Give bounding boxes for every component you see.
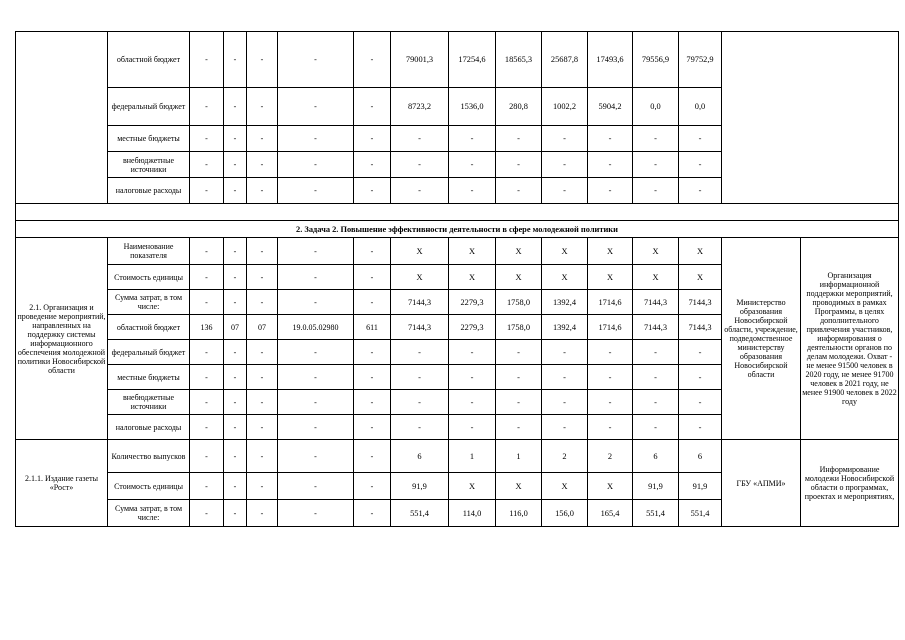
value-cell: 17493,6 xyxy=(588,32,633,88)
value-cell: 551,4 xyxy=(679,500,722,527)
code-cell: - xyxy=(278,415,354,440)
code-cell: - xyxy=(224,415,247,440)
code-cell: - xyxy=(190,32,224,88)
row-label: Сумма затрат, в том числе: xyxy=(108,290,190,315)
value-cell: 79556,9 xyxy=(633,32,679,88)
value-cell: - xyxy=(449,415,496,440)
code-cell: - xyxy=(224,32,247,88)
row-label: Наименование показателя xyxy=(108,238,190,265)
value-cell: - xyxy=(679,152,722,178)
code-cell: - xyxy=(247,152,278,178)
value-cell: - xyxy=(633,178,679,204)
value-cell: - xyxy=(588,415,633,440)
code-cell: - xyxy=(190,238,224,265)
value-cell: 551,4 xyxy=(633,500,679,527)
value-cell: 551,4 xyxy=(391,500,449,527)
row-label: федеральный бюджет xyxy=(108,88,190,126)
value-cell: - xyxy=(542,178,588,204)
value-cell: X xyxy=(633,238,679,265)
value-cell: 1714,6 xyxy=(588,290,633,315)
code-cell: - xyxy=(278,265,354,290)
value-cell: - xyxy=(588,365,633,390)
code-cell: - xyxy=(190,365,224,390)
code-cell: - xyxy=(190,340,224,365)
code-cell: - xyxy=(190,500,224,527)
blank-row xyxy=(16,204,899,221)
table-row xyxy=(16,238,899,265)
blank-cell xyxy=(16,204,899,221)
code-cell: - xyxy=(278,365,354,390)
value-cell: 7144,3 xyxy=(679,290,722,315)
row-label: налоговые расходы xyxy=(108,415,190,440)
value-cell: 1758,0 xyxy=(496,290,542,315)
code-cell: 07 xyxy=(247,315,278,340)
table-row xyxy=(16,32,899,88)
value-cell: X xyxy=(391,238,449,265)
row-label: внебюджетные источники xyxy=(108,390,190,415)
value-cell: - xyxy=(679,340,722,365)
code-cell: - xyxy=(190,440,224,473)
value-cell: - xyxy=(588,126,633,152)
code-cell: - xyxy=(224,152,247,178)
code-cell: - xyxy=(278,152,354,178)
value-cell: 91,9 xyxy=(679,473,722,500)
value-cell: - xyxy=(391,178,449,204)
value-cell: - xyxy=(679,365,722,390)
code-cell: - xyxy=(247,440,278,473)
code-cell: - xyxy=(224,340,247,365)
value-cell: 7144,3 xyxy=(391,290,449,315)
code-cell: - xyxy=(190,265,224,290)
value-cell: X xyxy=(542,265,588,290)
value-cell: - xyxy=(588,340,633,365)
table-body xyxy=(16,32,899,527)
code-cell: - xyxy=(354,440,391,473)
code-cell: - xyxy=(190,178,224,204)
code-cell: - xyxy=(354,500,391,527)
code-cell: - xyxy=(247,265,278,290)
value-cell: - xyxy=(542,340,588,365)
value-cell: - xyxy=(588,178,633,204)
row-label: местные бюджеты xyxy=(108,126,190,152)
row-label: Стоимость единицы xyxy=(108,473,190,500)
value-cell: X xyxy=(449,473,496,500)
value-cell: - xyxy=(496,152,542,178)
value-cell: X xyxy=(588,265,633,290)
code-cell: - xyxy=(354,126,391,152)
value-cell: 5904,2 xyxy=(588,88,633,126)
code-cell: - xyxy=(224,126,247,152)
code-cell: - xyxy=(247,238,278,265)
value-cell: X xyxy=(542,238,588,265)
code-cell: 07 xyxy=(224,315,247,340)
row-label: местные бюджеты xyxy=(108,365,190,390)
value-cell: - xyxy=(496,340,542,365)
value-cell: 91,9 xyxy=(633,473,679,500)
value-cell: 79001,3 xyxy=(391,32,449,88)
row-label: Количество выпусков xyxy=(108,440,190,473)
value-cell: - xyxy=(679,126,722,152)
code-cell: - xyxy=(247,473,278,500)
code-cell: - xyxy=(278,440,354,473)
code-cell: - xyxy=(247,365,278,390)
value-cell: 7144,3 xyxy=(679,315,722,340)
code-cell: - xyxy=(247,32,278,88)
code-cell: - xyxy=(190,152,224,178)
value-cell: 17254,6 xyxy=(449,32,496,88)
code-cell: - xyxy=(247,500,278,527)
value-cell: - xyxy=(391,365,449,390)
value-cell: - xyxy=(391,126,449,152)
value-cell: 156,0 xyxy=(542,500,588,527)
value-cell: X xyxy=(588,238,633,265)
code-cell: - xyxy=(224,265,247,290)
code-cell: - xyxy=(354,415,391,440)
value-cell: - xyxy=(679,390,722,415)
value-cell: - xyxy=(633,415,679,440)
value-cell: 1002,2 xyxy=(542,88,588,126)
code-cell: - xyxy=(247,390,278,415)
value-cell: - xyxy=(391,152,449,178)
table-row xyxy=(16,440,899,473)
row-label: внебюджетные источники xyxy=(108,152,190,178)
code-cell: - xyxy=(224,290,247,315)
value-cell: 91,9 xyxy=(391,473,449,500)
value-cell: - xyxy=(542,365,588,390)
value-cell: 6 xyxy=(633,440,679,473)
value-cell: 18565,3 xyxy=(496,32,542,88)
code-cell: - xyxy=(190,126,224,152)
code-cell: - xyxy=(354,178,391,204)
activity-name: 2.1.1. Издание газеты «Рост» xyxy=(16,440,108,527)
code-cell: - xyxy=(278,126,354,152)
value-cell: 0,0 xyxy=(633,88,679,126)
code-cell: - xyxy=(354,290,391,315)
code-cell: - xyxy=(190,290,224,315)
code-cell: - xyxy=(190,415,224,440)
value-cell: 1536,0 xyxy=(449,88,496,126)
code-cell: - xyxy=(190,88,224,126)
value-cell: 7144,3 xyxy=(633,315,679,340)
value-cell: - xyxy=(496,415,542,440)
value-cell: - xyxy=(449,126,496,152)
value-cell: - xyxy=(633,126,679,152)
value-cell: - xyxy=(449,340,496,365)
code-cell: - xyxy=(247,88,278,126)
code-cell: - xyxy=(278,390,354,415)
value-cell: - xyxy=(679,178,722,204)
code-cell: - xyxy=(224,178,247,204)
value-cell: - xyxy=(496,126,542,152)
value-cell: - xyxy=(542,390,588,415)
code-cell: - xyxy=(278,290,354,315)
value-cell: 7144,3 xyxy=(391,315,449,340)
code-cell: - xyxy=(247,290,278,315)
row-label: областной бюджет xyxy=(108,315,190,340)
code-cell: - xyxy=(278,500,354,527)
value-cell: X xyxy=(588,473,633,500)
value-cell: - xyxy=(391,390,449,415)
code-cell: - xyxy=(278,340,354,365)
value-cell: 7144,3 xyxy=(633,290,679,315)
value-cell: 6 xyxy=(679,440,722,473)
value-cell: X xyxy=(679,265,722,290)
code-cell: - xyxy=(354,340,391,365)
value-cell: 2 xyxy=(542,440,588,473)
value-cell: - xyxy=(391,415,449,440)
result-cell: Информирование молодежи Новосибирской области о программах, проектах и мероприятиях, xyxy=(801,440,899,527)
code-cell: 19.0.05.02980 xyxy=(278,315,354,340)
code-cell: - xyxy=(190,390,224,415)
value-cell: - xyxy=(449,178,496,204)
value-cell: 1392,4 xyxy=(542,290,588,315)
value-cell: - xyxy=(542,415,588,440)
row-label: федеральный бюджет xyxy=(108,340,190,365)
value-cell: 1392,4 xyxy=(542,315,588,340)
value-cell: - xyxy=(542,126,588,152)
code-cell: - xyxy=(224,88,247,126)
value-cell: - xyxy=(496,178,542,204)
code-cell: - xyxy=(224,390,247,415)
value-cell: 2279,3 xyxy=(449,315,496,340)
value-cell: - xyxy=(449,390,496,415)
value-cell: 1758,0 xyxy=(496,315,542,340)
section-title: 2. Задача 2. Повышение эффективности деятельности в сфере молодежной политики xyxy=(16,221,899,238)
code-cell: - xyxy=(247,126,278,152)
executor-cell: ГБУ «АПМИ» xyxy=(722,440,801,527)
value-cell: - xyxy=(588,152,633,178)
value-cell: - xyxy=(633,152,679,178)
value-cell: X xyxy=(391,265,449,290)
code-cell: - xyxy=(354,390,391,415)
value-cell: X xyxy=(496,238,542,265)
value-cell: - xyxy=(588,390,633,415)
code-cell: - xyxy=(224,365,247,390)
value-cell: - xyxy=(496,365,542,390)
value-cell: 114,0 xyxy=(449,500,496,527)
value-cell: 116,0 xyxy=(496,500,542,527)
code-cell: - xyxy=(224,238,247,265)
code-cell: - xyxy=(278,238,354,265)
code-cell: - xyxy=(354,88,391,126)
code-cell: - xyxy=(278,178,354,204)
value-cell: X xyxy=(542,473,588,500)
code-cell: - xyxy=(224,440,247,473)
budget-table xyxy=(15,31,899,527)
value-cell: X xyxy=(679,238,722,265)
value-cell: X xyxy=(496,265,542,290)
row-label: Стоимость единицы xyxy=(108,265,190,290)
value-cell: - xyxy=(633,390,679,415)
code-cell: - xyxy=(247,178,278,204)
code-cell: - xyxy=(247,340,278,365)
value-cell: - xyxy=(449,152,496,178)
row-label: областной бюджет xyxy=(108,32,190,88)
value-cell: 0,0 xyxy=(679,88,722,126)
empty-result-cell xyxy=(722,32,899,204)
code-cell: - xyxy=(247,415,278,440)
value-cell: 1 xyxy=(449,440,496,473)
value-cell: X xyxy=(449,265,496,290)
value-cell: 8723,2 xyxy=(391,88,449,126)
value-cell: 1 xyxy=(496,440,542,473)
value-cell: - xyxy=(496,390,542,415)
value-cell: 6 xyxy=(391,440,449,473)
code-cell: - xyxy=(354,365,391,390)
value-cell: - xyxy=(633,365,679,390)
code-cell: 136 xyxy=(190,315,224,340)
value-cell: - xyxy=(391,340,449,365)
code-cell: 611 xyxy=(354,315,391,340)
value-cell: X xyxy=(496,473,542,500)
code-cell: - xyxy=(278,88,354,126)
value-cell: 1714,6 xyxy=(588,315,633,340)
code-cell: - xyxy=(354,473,391,500)
value-cell: X xyxy=(633,265,679,290)
result-cell: Организация информационной поддержки мероприятий, проводимых в рамках Программы, в целях дополнительного привлечения участников, информирования о деятельности органов по делам молодежи. Охват - не менее 91500 человек в 2020 году, не менее 91700 человек в 2021 году, не менее 91900 человек в 2022 году xyxy=(801,238,899,440)
code-cell: - xyxy=(354,265,391,290)
empty-name-cell xyxy=(16,32,108,204)
value-cell: - xyxy=(542,152,588,178)
executor-cell: Министерство образования Новосибирской области, учреждение, подведомственное министерству образования Новосибирской области xyxy=(722,238,801,440)
value-cell: 2279,3 xyxy=(449,290,496,315)
value-cell: - xyxy=(679,415,722,440)
value-cell: X xyxy=(449,238,496,265)
code-cell: - xyxy=(278,32,354,88)
code-cell: - xyxy=(278,473,354,500)
value-cell: - xyxy=(449,365,496,390)
code-cell: - xyxy=(354,152,391,178)
row-label: налоговые расходы xyxy=(108,178,190,204)
activity-name: 2.1. Организация и проведение мероприятий, направленных на поддержку системы информационного обеспечения молодежной политики Новосибирской области xyxy=(16,238,108,440)
value-cell: 2 xyxy=(588,440,633,473)
row-label: Сумма затрат, в том числе: xyxy=(108,500,190,527)
section-row xyxy=(16,221,899,238)
code-cell: - xyxy=(224,500,247,527)
value-cell: 25687,8 xyxy=(542,32,588,88)
code-cell: - xyxy=(224,473,247,500)
value-cell: 280,8 xyxy=(496,88,542,126)
code-cell: - xyxy=(190,473,224,500)
value-cell: - xyxy=(633,340,679,365)
value-cell: 165,4 xyxy=(588,500,633,527)
code-cell: - xyxy=(354,32,391,88)
value-cell: 79752,9 xyxy=(679,32,722,88)
code-cell: - xyxy=(354,238,391,265)
